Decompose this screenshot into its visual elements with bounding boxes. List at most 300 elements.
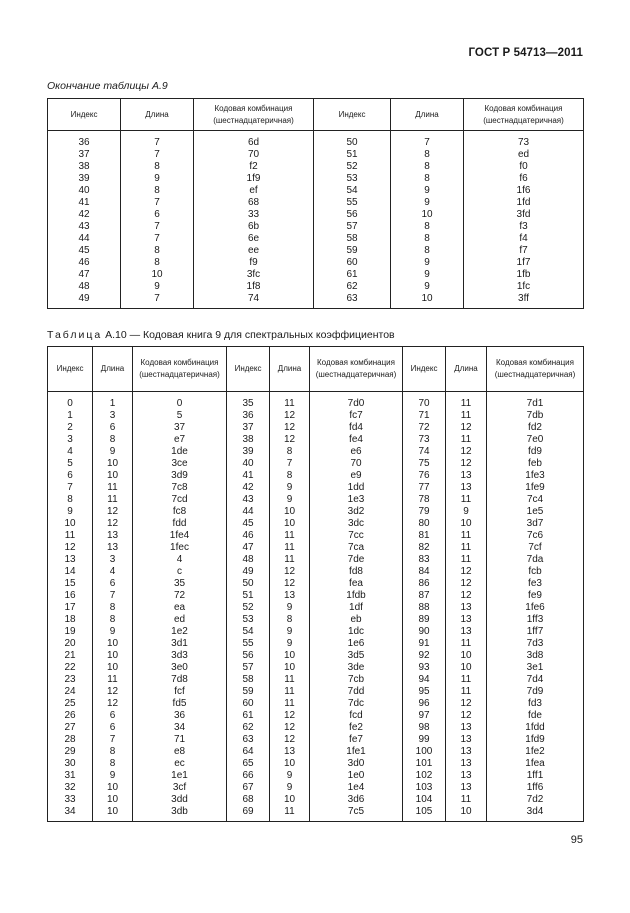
table-cell: 9 <box>93 626 133 638</box>
table-cell: 37 <box>48 149 121 161</box>
column-header: Длина <box>93 347 133 392</box>
table-cell: 13 <box>48 554 93 566</box>
table-cell: 48 <box>227 554 270 566</box>
table-cell: f9 <box>194 257 314 269</box>
table-cell: 10 <box>446 518 487 530</box>
table-cell: 11 <box>446 410 487 422</box>
table-cell: 13 <box>446 746 487 758</box>
table-cell: 8 <box>391 221 464 233</box>
table-cell: 6 <box>93 578 133 590</box>
table-cell: 51 <box>227 590 270 602</box>
table-row <box>48 734 584 746</box>
table-cell: 1fd9 <box>487 734 584 746</box>
table-cell: 3dd <box>133 794 227 806</box>
table-cell: 33 <box>48 794 93 806</box>
table-cell: 9 <box>270 482 310 494</box>
table-cell: 12 <box>446 458 487 470</box>
column-header: Длина <box>121 99 194 131</box>
table-cell: 67 <box>227 782 270 794</box>
table-cell: 90 <box>403 626 446 638</box>
table-cell: 9 <box>446 506 487 518</box>
table-cell: 101 <box>403 758 446 770</box>
table-cell: 34 <box>133 722 227 734</box>
table-cell: 1ff7 <box>487 626 584 638</box>
table-cell: 10 <box>48 518 93 530</box>
table-cell: 1fec <box>133 542 227 554</box>
table-cell: 11 <box>270 530 310 542</box>
table-row <box>48 662 584 674</box>
table-cell: 7 <box>93 590 133 602</box>
column-header: Индекс <box>48 347 93 392</box>
table-cell: 10 <box>270 662 310 674</box>
table-cell: 10 <box>93 650 133 662</box>
table-cell: 7d8 <box>133 674 227 686</box>
table-cell: 103 <box>403 782 446 794</box>
table-cell: 12 <box>270 722 310 734</box>
table-cell: 0 <box>133 392 227 411</box>
table-cell: 29 <box>48 746 93 758</box>
table-cell: 13 <box>93 530 133 542</box>
table-cell: 55 <box>314 197 391 209</box>
table-cell: 12 <box>446 590 487 602</box>
table-row <box>48 638 584 650</box>
table-cell: 3e1 <box>487 662 584 674</box>
table-cell: 36 <box>48 131 121 150</box>
table-cell: 1f8 <box>194 281 314 293</box>
table-cell: 11 <box>93 494 133 506</box>
table-cell: 70 <box>194 149 314 161</box>
table-cell: 3d6 <box>310 794 403 806</box>
table-cell: 10 <box>93 782 133 794</box>
table-cell: 12 <box>48 542 93 554</box>
table-cell: 11 <box>446 794 487 806</box>
table-cell: 7db <box>487 410 584 422</box>
table-header-row <box>48 347 584 392</box>
table-cell: 17 <box>48 602 93 614</box>
table-cell: 9 <box>121 173 194 185</box>
table-cell: 13 <box>93 542 133 554</box>
table-cell: e8 <box>133 746 227 758</box>
table-cell: 68 <box>194 197 314 209</box>
table-cell: 62 <box>314 281 391 293</box>
table-row <box>48 530 584 542</box>
table-cell: 50 <box>314 131 391 150</box>
table-cell: 58 <box>314 233 391 245</box>
table-row <box>48 149 584 161</box>
table-row <box>48 470 584 482</box>
table-cell: 66 <box>227 770 270 782</box>
table-cell: 47 <box>227 542 270 554</box>
table-cell: 8 <box>93 602 133 614</box>
table-cell: 6d <box>194 131 314 150</box>
table-cell: 11 <box>446 554 487 566</box>
table-cell: fd3 <box>487 698 584 710</box>
table-row <box>48 686 584 698</box>
table-cell: 12 <box>446 446 487 458</box>
table-cell: 10 <box>93 638 133 650</box>
table-row <box>48 281 584 293</box>
table-cell: 10 <box>93 470 133 482</box>
table-cell: 82 <box>403 542 446 554</box>
table-cell: 12 <box>270 422 310 434</box>
table-cell: 12 <box>270 734 310 746</box>
table-cell: 25 <box>48 698 93 710</box>
table-cell: 1e3 <box>310 494 403 506</box>
table-cell: 38 <box>48 161 121 173</box>
table-cell: 8 <box>93 614 133 626</box>
table-cell: 54 <box>227 626 270 638</box>
table-cell: 68 <box>227 794 270 806</box>
table-cell: 11 <box>270 806 310 822</box>
table-cell: e7 <box>133 434 227 446</box>
table-cell: 7 <box>121 293 194 309</box>
table-cell: 57 <box>314 221 391 233</box>
table-cell: 3d8 <box>487 650 584 662</box>
table-cell: 7 <box>121 197 194 209</box>
table-cell: 8 <box>391 149 464 161</box>
table-cell: 61 <box>314 269 391 281</box>
table-cell: 12 <box>93 518 133 530</box>
table-cell: 9 <box>270 638 310 650</box>
table-row <box>48 698 584 710</box>
table-cell: 9 <box>391 281 464 293</box>
table-cell: 3d7 <box>487 518 584 530</box>
table-cell: 83 <box>403 554 446 566</box>
column-header: Индекс <box>227 347 270 392</box>
table-cell: 43 <box>48 221 121 233</box>
table-cell: 22 <box>48 662 93 674</box>
table-cell: 45 <box>227 518 270 530</box>
table-cell: 13 <box>446 770 487 782</box>
table-cell: 1dc <box>310 626 403 638</box>
table-cell: 56 <box>227 650 270 662</box>
table-cell: fd5 <box>133 698 227 710</box>
table-cell: 59 <box>314 245 391 257</box>
table-cell: 75 <box>403 458 446 470</box>
table-cell: 4 <box>93 566 133 578</box>
table-cell: 39 <box>48 173 121 185</box>
table-cell: 76 <box>403 470 446 482</box>
table-cell: f4 <box>464 233 584 245</box>
table-row <box>48 269 584 281</box>
table-cell: 6 <box>93 722 133 734</box>
table-cell: ea <box>133 602 227 614</box>
table-cell: 49 <box>48 293 121 309</box>
table-cell: 92 <box>403 650 446 662</box>
table-cell: 3d3 <box>133 650 227 662</box>
table-cell: eb <box>310 614 403 626</box>
table-cell: 74 <box>194 293 314 309</box>
table-cell: 1ff3 <box>487 614 584 626</box>
table-row <box>48 602 584 614</box>
table-cell: 73 <box>464 131 584 150</box>
table-cell: 10 <box>391 209 464 221</box>
table-a10-caption-prefix: Таблица <box>47 329 103 341</box>
table-cell: 1de <box>133 446 227 458</box>
table-cell: 10 <box>446 650 487 662</box>
table-cell: 13 <box>270 746 310 758</box>
table-row <box>48 614 584 626</box>
table-row <box>48 626 584 638</box>
table-header-row <box>48 99 584 131</box>
table-cell: 3d0 <box>310 758 403 770</box>
table-cell: 57 <box>227 662 270 674</box>
table-cell: 7 <box>121 233 194 245</box>
table-cell: 23 <box>48 674 93 686</box>
table-cell: 1fb <box>464 269 584 281</box>
table-cell: 93 <box>403 662 446 674</box>
table-cell: 1e4 <box>310 782 403 794</box>
table-cell: 6e <box>194 233 314 245</box>
table-row <box>48 542 584 554</box>
table-cell: 44 <box>48 233 121 245</box>
column-header: Индекс <box>314 99 391 131</box>
table-cell: 72 <box>133 590 227 602</box>
table-row <box>48 422 584 434</box>
table-cell: 9 <box>93 446 133 458</box>
table-cell: 7c5 <box>310 806 403 822</box>
table-cell: 11 <box>446 434 487 446</box>
table-cell: 52 <box>314 161 391 173</box>
table-cell: 14 <box>48 566 93 578</box>
table-cell: 12 <box>446 578 487 590</box>
table-cell: 48 <box>48 281 121 293</box>
table-cell: 13 <box>446 614 487 626</box>
table-cell: 18 <box>48 614 93 626</box>
table-cell: 3dc <box>310 518 403 530</box>
table-cell: 9 <box>48 506 93 518</box>
table-cell: 39 <box>227 446 270 458</box>
table-cell: 10 <box>446 662 487 674</box>
table-row <box>48 518 584 530</box>
table-cell: 10 <box>93 458 133 470</box>
table-cell: 11 <box>270 392 310 411</box>
table-cell: ed <box>464 149 584 161</box>
table-cell: 38 <box>227 434 270 446</box>
table-row <box>48 209 584 221</box>
table-row <box>48 458 584 470</box>
table-cell: 7d1 <box>487 392 584 411</box>
table-cell: 12 <box>446 422 487 434</box>
table-cell: 8 <box>270 614 310 626</box>
table-cell: 1 <box>93 392 133 411</box>
table-cell: 7c8 <box>133 482 227 494</box>
table-cell: 1dd <box>310 482 403 494</box>
table-cell: 62 <box>227 722 270 734</box>
table-row <box>48 482 584 494</box>
column-header: Длина <box>391 99 464 131</box>
table-cell: 6 <box>48 470 93 482</box>
table-cell: 1e1 <box>133 770 227 782</box>
table-cell: 72 <box>403 422 446 434</box>
document-header: ГОСТ Р 54713—2011 <box>468 47 583 59</box>
table-cell: 1e0 <box>310 770 403 782</box>
table-cell: 27 <box>48 722 93 734</box>
table-cell: 102 <box>403 770 446 782</box>
table-cell: 28 <box>48 734 93 746</box>
table-cell: 10 <box>93 794 133 806</box>
table-cell: 1fe4 <box>133 530 227 542</box>
table-cell: 11 <box>446 638 487 650</box>
table-cell: fe3 <box>487 578 584 590</box>
table-cell: 1fe6 <box>487 602 584 614</box>
table-cell: 6b <box>194 221 314 233</box>
table-row <box>48 233 584 245</box>
table-cell: fe9 <box>487 590 584 602</box>
column-header: Кодовая комбинация (шестнадцатеричная) <box>133 347 227 392</box>
table-cell: 8 <box>391 233 464 245</box>
table-cell: fd4 <box>310 422 403 434</box>
table-cell: 52 <box>227 602 270 614</box>
table-row <box>48 185 584 197</box>
table-cell: 40 <box>227 458 270 470</box>
table-cell: 99 <box>403 734 446 746</box>
table-cell: c <box>133 566 227 578</box>
table-cell: 8 <box>270 470 310 482</box>
table-cell: 8 <box>270 446 310 458</box>
table-cell: 9 <box>391 197 464 209</box>
column-header: Длина <box>446 347 487 392</box>
table-cell: 9 <box>270 782 310 794</box>
table-a9-caption: Окончание таблицы А.9 <box>47 80 168 92</box>
table-row <box>48 221 584 233</box>
table-cell: 12 <box>270 566 310 578</box>
table-cell: 11 <box>270 542 310 554</box>
table-cell: 12 <box>446 710 487 722</box>
table-cell: 63 <box>314 293 391 309</box>
table-cell: 21 <box>48 650 93 662</box>
table-cell: 9 <box>93 770 133 782</box>
table-row <box>48 650 584 662</box>
table-cell: 1e5 <box>487 506 584 518</box>
table-cell: 100 <box>403 746 446 758</box>
table-cell: fcd <box>310 710 403 722</box>
table-cell: 3d9 <box>133 470 227 482</box>
table-row <box>48 578 584 590</box>
table-cell: 70 <box>310 458 403 470</box>
table-cell: 78 <box>403 494 446 506</box>
table-cell: 42 <box>48 209 121 221</box>
table-cell: 7 <box>121 221 194 233</box>
table-cell: 10 <box>270 506 310 518</box>
table-cell: 3cf <box>133 782 227 794</box>
table-cell: 41 <box>227 470 270 482</box>
table-cell: 7d4 <box>487 674 584 686</box>
table-cell: 12 <box>270 434 310 446</box>
table-cell: fcb <box>487 566 584 578</box>
table-cell: 43 <box>227 494 270 506</box>
table-cell: f7 <box>464 245 584 257</box>
table-row <box>48 131 584 150</box>
column-header: Индекс <box>48 99 121 131</box>
table-cell: 7da <box>487 554 584 566</box>
table-a10 <box>47 346 584 822</box>
table-cell: 11 <box>48 530 93 542</box>
table-row <box>48 446 584 458</box>
table-cell: 7d9 <box>487 686 584 698</box>
table-cell: 33 <box>194 209 314 221</box>
table-cell: 51 <box>314 149 391 161</box>
column-header: Кодовая комбинация (шестнадцатеричная) <box>194 99 314 131</box>
table-cell: 1df <box>310 602 403 614</box>
table-cell: 87 <box>403 590 446 602</box>
table-row <box>48 410 584 422</box>
table-cell: 13 <box>446 602 487 614</box>
table-cell: 8 <box>121 245 194 257</box>
table-cell: ec <box>133 758 227 770</box>
table-cell: 1fdd <box>487 722 584 734</box>
table-cell: 49 <box>227 566 270 578</box>
table-cell: 12 <box>270 710 310 722</box>
page-number: 95 <box>570 834 583 846</box>
table-cell: 10 <box>121 269 194 281</box>
table-cell: e6 <box>310 446 403 458</box>
table-cell: 3d1 <box>133 638 227 650</box>
table-cell: fcf <box>133 686 227 698</box>
table-row <box>48 590 584 602</box>
table-cell: 13 <box>446 722 487 734</box>
table-cell: 12 <box>93 506 133 518</box>
table-cell: 1fd <box>464 197 584 209</box>
table-cell: 36 <box>227 410 270 422</box>
table-cell: 3fc <box>194 269 314 281</box>
table-cell: 54 <box>314 185 391 197</box>
table-cell: 15 <box>48 578 93 590</box>
table-cell: fdd <box>133 518 227 530</box>
table-cell: 24 <box>48 686 93 698</box>
table-cell: 9 <box>391 257 464 269</box>
table-row <box>48 794 584 806</box>
table-cell: 97 <box>403 710 446 722</box>
table-cell: 71 <box>133 734 227 746</box>
table-cell: 12 <box>270 410 310 422</box>
table-cell: 9 <box>121 281 194 293</box>
table-cell: 7dc <box>310 698 403 710</box>
table-cell: 7 <box>121 131 194 150</box>
table-cell: 63 <box>227 734 270 746</box>
table-row <box>48 506 584 518</box>
table-cell: 1fea <box>487 758 584 770</box>
table-cell: 12 <box>93 698 133 710</box>
table-cell: 35 <box>227 392 270 411</box>
table-cell: 7cc <box>310 530 403 542</box>
table-cell: 2 <box>48 422 93 434</box>
table-cell: 8 <box>93 758 133 770</box>
table-cell: 105 <box>403 806 446 822</box>
table-cell: 8 <box>121 161 194 173</box>
table-cell: 9 <box>391 185 464 197</box>
table-a10-caption-text: А.10 — Кодовая книга 9 для спектральных коэффициентов <box>102 329 395 341</box>
table-cell: 9 <box>391 269 464 281</box>
table-cell: 11 <box>270 698 310 710</box>
table-cell: f0 <box>464 161 584 173</box>
table-cell: 60 <box>314 257 391 269</box>
table-cell: fde <box>487 710 584 722</box>
table-cell: 45 <box>48 245 121 257</box>
table-cell: 7cd <box>133 494 227 506</box>
table-cell: 98 <box>403 722 446 734</box>
table-row <box>48 746 584 758</box>
table-cell: 73 <box>403 434 446 446</box>
table-row <box>48 173 584 185</box>
table-cell: 9 <box>270 494 310 506</box>
table-cell: 8 <box>48 494 93 506</box>
table-cell: 13 <box>446 470 487 482</box>
table-cell: 11 <box>93 482 133 494</box>
table-cell: 7 <box>391 131 464 150</box>
table-row <box>48 257 584 269</box>
table-row <box>48 782 584 794</box>
